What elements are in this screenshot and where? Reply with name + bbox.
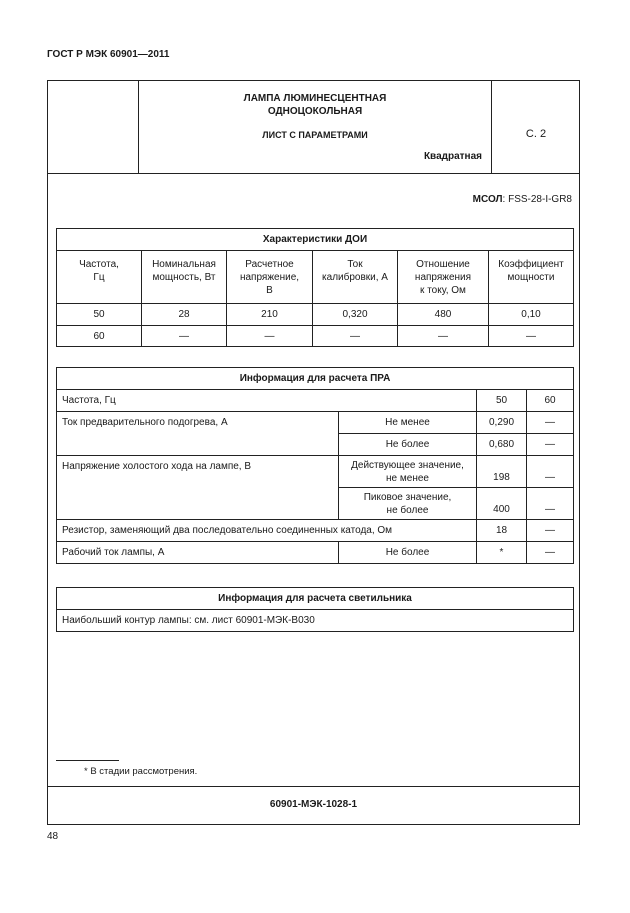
table-row bbox=[57, 304, 574, 326]
footer-divider bbox=[47, 786, 580, 787]
ocv-peak-line2: не более bbox=[386, 504, 429, 516]
table-cell: — bbox=[398, 326, 489, 347]
ocv-rms-line2: не менее bbox=[386, 472, 429, 484]
header-text: мощности bbox=[507, 272, 555, 283]
table-cell: 480 bbox=[398, 304, 489, 326]
header-text: Ток bbox=[347, 259, 363, 270]
operating-current-60: — bbox=[527, 542, 574, 564]
resistor-50: 18 bbox=[477, 520, 527, 542]
table-cell: — bbox=[142, 326, 227, 347]
table-cell: 28 bbox=[142, 304, 227, 326]
sheet-title-line1: ЛАМПА ЛЮМИНЕСЦЕНТНАЯ bbox=[243, 93, 387, 104]
preheat-label: Ток предварительного подогрева, А bbox=[57, 412, 339, 456]
header-text: калибровки, А bbox=[322, 272, 388, 283]
header-text: напряжение, bbox=[239, 272, 300, 283]
resistor-60: — bbox=[527, 520, 574, 542]
ballast-table bbox=[56, 367, 574, 564]
ocv-peak-line1: Пиковое значение, bbox=[363, 491, 452, 503]
preheat-max-50: 0,680 bbox=[477, 434, 527, 456]
table-cell: 0,10 bbox=[489, 304, 574, 326]
ocv-rms-60: — bbox=[527, 456, 574, 488]
table-row bbox=[57, 610, 574, 632]
msol-value: : FSS-28-I-GR8 bbox=[502, 194, 572, 205]
header-text: Расчетное bbox=[245, 259, 294, 270]
operating-current-label: Рабочий ток лампы, А bbox=[57, 542, 339, 564]
table-row bbox=[57, 520, 574, 542]
title-right-divider bbox=[491, 80, 492, 173]
operating-current-50: * bbox=[477, 542, 527, 564]
header-text: к току, Ом bbox=[420, 285, 466, 296]
ocv-peak-60: — bbox=[527, 488, 574, 520]
ocv-peak-label bbox=[339, 488, 477, 520]
table-cell: 210 bbox=[227, 304, 313, 326]
table-cell: — bbox=[313, 326, 398, 347]
header-text: напряжения bbox=[414, 272, 472, 283]
standard-number: ГОСТ Р МЭК 60901—2011 bbox=[47, 49, 170, 60]
msol-label: МСОЛ bbox=[472, 194, 503, 205]
msol-designation bbox=[473, 194, 572, 205]
table-cell: 0,320 bbox=[313, 304, 398, 326]
sheet-title-line2: ОДНОЦОКОЛЬНАЯ bbox=[267, 106, 363, 117]
ballast-title: Информация для расчета ПРА bbox=[57, 368, 574, 390]
sheet-title bbox=[139, 92, 491, 118]
frequency-60: 60 bbox=[527, 390, 574, 412]
footnote: * В стадии рассмотрения. bbox=[84, 766, 198, 777]
sheet-code: 60901-МЭК-1028-1 bbox=[269, 799, 358, 810]
col-header-voltage-current-ratio bbox=[398, 251, 489, 304]
luminaire-table bbox=[56, 587, 574, 632]
characteristics-table bbox=[56, 228, 574, 347]
header-text: Гц bbox=[93, 272, 105, 283]
preheat-max-60: — bbox=[527, 434, 574, 456]
ocv-rms-label bbox=[339, 456, 477, 488]
sheet-subtitle: ЛИСТ С ПАРАМЕТРАМИ bbox=[262, 130, 368, 140]
col-header-calibration-current bbox=[313, 251, 398, 304]
frequency-label: Частота, Гц bbox=[57, 390, 477, 412]
col-header-power bbox=[142, 251, 227, 304]
header-text: В bbox=[266, 285, 273, 296]
table-cell: — bbox=[227, 326, 313, 347]
col-header-frequency bbox=[57, 251, 142, 304]
table-row bbox=[57, 390, 574, 412]
table-row bbox=[57, 542, 574, 564]
table-cell: 50 bbox=[57, 304, 142, 326]
resistor-label: Резистор, заменяющий два последовательно соединенных катода, Ом bbox=[57, 520, 477, 542]
preheat-max-label: Не более bbox=[339, 434, 477, 456]
page-label: С. 2 bbox=[525, 128, 547, 140]
header-text: Отношение bbox=[416, 259, 470, 270]
lamp-contour: Наибольший контур лампы: см. лист 60901-МЭК-В030 bbox=[57, 610, 574, 632]
preheat-min-60: — bbox=[527, 412, 574, 434]
ocv-peak-50: 400 bbox=[477, 488, 527, 520]
header-text: мощность, Вт bbox=[152, 272, 216, 283]
header-text: Коэффициент bbox=[498, 259, 564, 270]
header-text: Номинальная bbox=[152, 259, 216, 270]
characteristics-title: Характеристики ДОИ bbox=[57, 229, 574, 251]
table-row bbox=[57, 326, 574, 347]
frequency-50: 50 bbox=[477, 390, 527, 412]
ocv-rms-50: 198 bbox=[477, 456, 527, 488]
title-bottom-divider bbox=[47, 173, 580, 174]
table-row bbox=[57, 456, 574, 488]
header-text: Частота, bbox=[79, 259, 119, 270]
col-header-voltage bbox=[227, 251, 313, 304]
table-cell: 60 bbox=[57, 326, 142, 347]
footnote-rule bbox=[56, 760, 119, 761]
table-row bbox=[57, 412, 574, 434]
page-number: 48 bbox=[47, 831, 59, 842]
preheat-min-label: Не менее bbox=[339, 412, 477, 434]
preheat-min-50: 0,290 bbox=[477, 412, 527, 434]
ocv-rms-line1: Действующее значение, bbox=[351, 459, 464, 471]
operating-current-condition: Не более bbox=[339, 542, 477, 564]
open-circuit-voltage-label: Напряжение холостого хода на лампе, В bbox=[57, 456, 339, 520]
lamp-shape: Квадратная bbox=[423, 151, 482, 162]
col-header-power-factor bbox=[489, 251, 574, 304]
table-cell: — bbox=[489, 326, 574, 347]
luminaire-title: Информация для расчета светильника bbox=[57, 588, 574, 610]
